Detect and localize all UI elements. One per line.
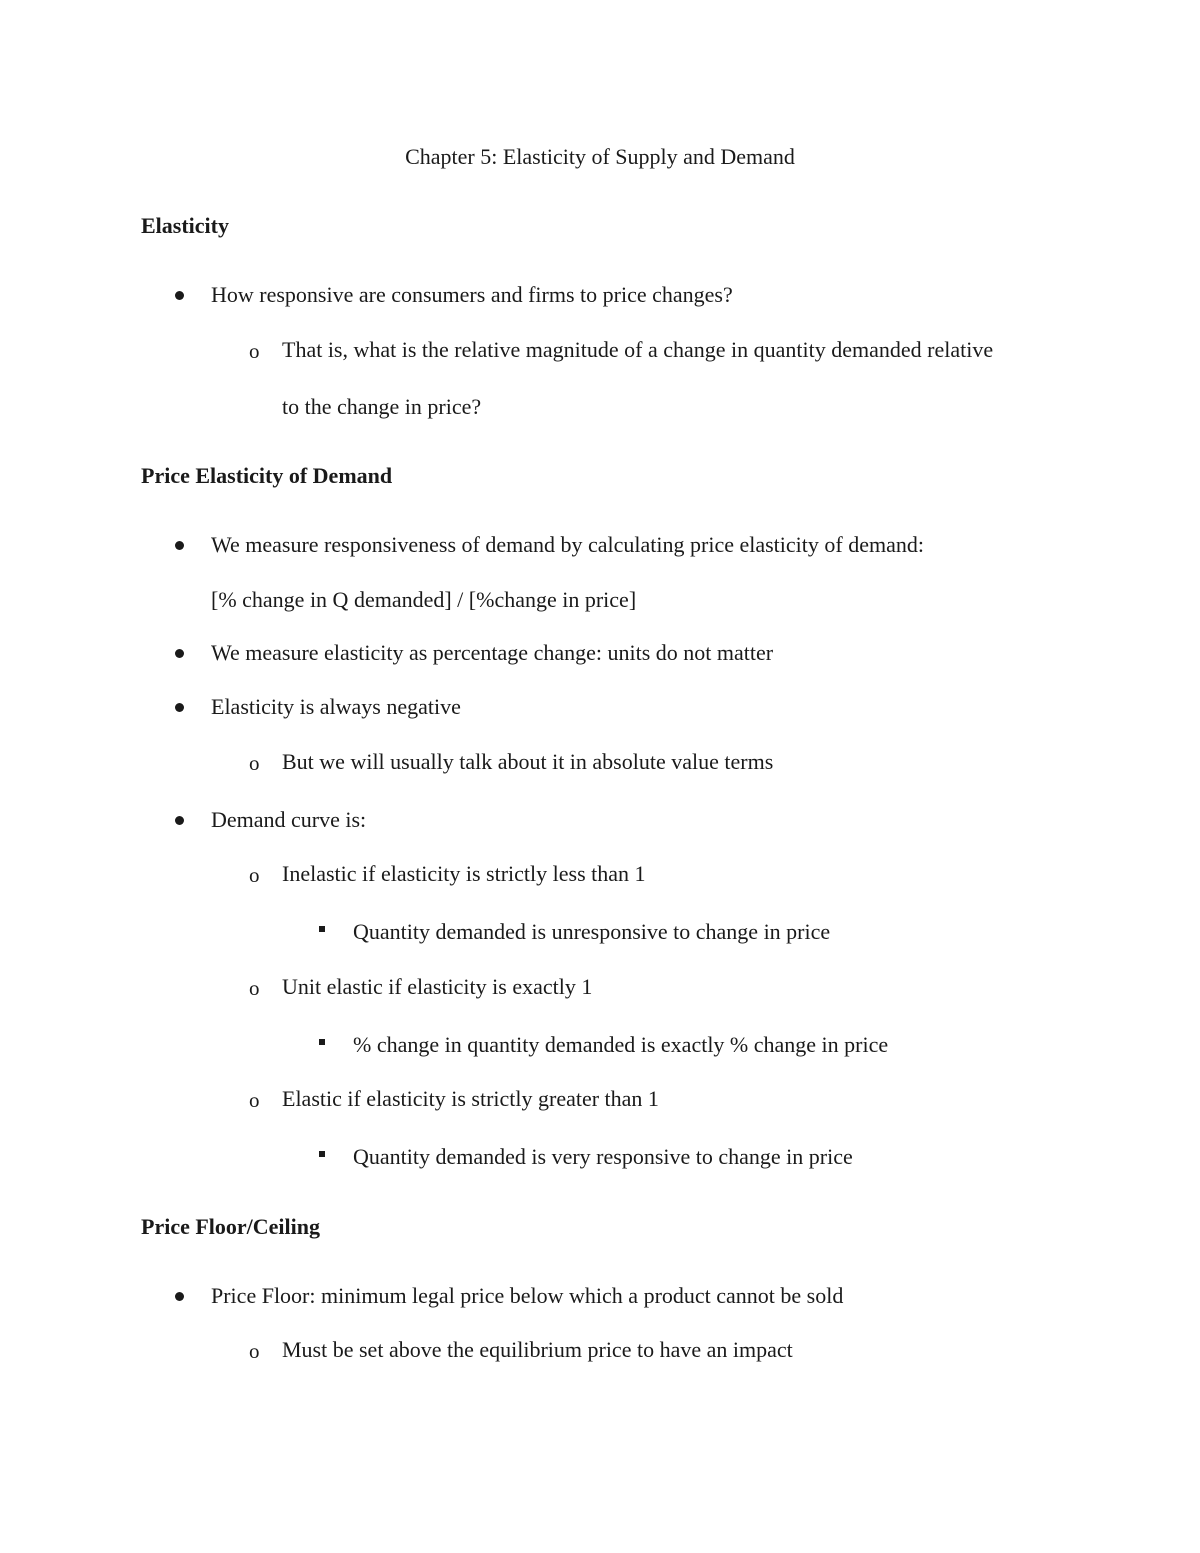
page-title: Chapter 5: Elasticity of Supply and Demand: [405, 144, 795, 169]
list-item-continuation: to the change in price?: [282, 394, 482, 419]
list-item: Quantity demanded is very responsive to change in price: [353, 1144, 853, 1169]
list-item: Inelastic if elasticity is strictly less than 1: [282, 861, 646, 886]
section-heading-price-elasticity: Price Elasticity of Demand: [141, 463, 393, 488]
list-item: But we will usually talk about it in absolute value terms: [282, 749, 774, 774]
sub-bullet-icon: o: [249, 976, 260, 1000]
list-item: Price Floor: minimum legal price below which a product cannot be sold: [211, 1283, 844, 1308]
bullet-icon: [175, 649, 184, 658]
sub-bullet-icon: o: [249, 339, 260, 363]
bullet-icon: [175, 291, 184, 300]
sub-bullet-icon: o: [249, 1339, 260, 1363]
section-heading-price-floor-ceiling: Price Floor/Ceiling: [141, 1214, 320, 1239]
list-item: Quantity demanded is unresponsive to change in price: [353, 919, 831, 944]
square-bullet-icon: [319, 1151, 325, 1157]
list-item: Must be set above the equilibrium price to have an impact: [282, 1337, 793, 1362]
sub-bullet-icon: o: [249, 1088, 260, 1112]
list-item: % change in quantity demanded is exactly % change in price: [353, 1032, 889, 1057]
list-item: How responsive are consumers and firms to price changes?: [211, 282, 733, 307]
square-bullet-icon: [319, 926, 325, 932]
bullet-icon: [175, 816, 184, 825]
bullet-icon: [175, 1292, 184, 1301]
list-item: We measure elasticity as percentage change: units do not matter: [211, 640, 774, 665]
list-item: Unit elastic if elasticity is exactly 1: [282, 974, 593, 999]
list-item: That is, what is the relative magnitude of a change in quantity demanded relative: [282, 337, 994, 362]
sub-bullet-icon: o: [249, 863, 260, 887]
formula-line: [% change in Q demanded] / [%change in price]: [211, 587, 637, 612]
sub-bullet-icon: o: [249, 751, 260, 775]
list-item: Elasticity is always negative: [211, 694, 461, 719]
section-heading-elasticity: Elasticity: [141, 213, 229, 238]
square-bullet-icon: [319, 1039, 325, 1045]
list-item: Demand curve is:: [211, 807, 367, 832]
list-item: Elastic if elasticity is strictly greater than 1: [282, 1086, 659, 1111]
bullet-icon: [175, 541, 184, 550]
bullet-icon: [175, 703, 184, 712]
list-item: We measure responsiveness of demand by calculating price elasticity of demand:: [211, 532, 924, 557]
